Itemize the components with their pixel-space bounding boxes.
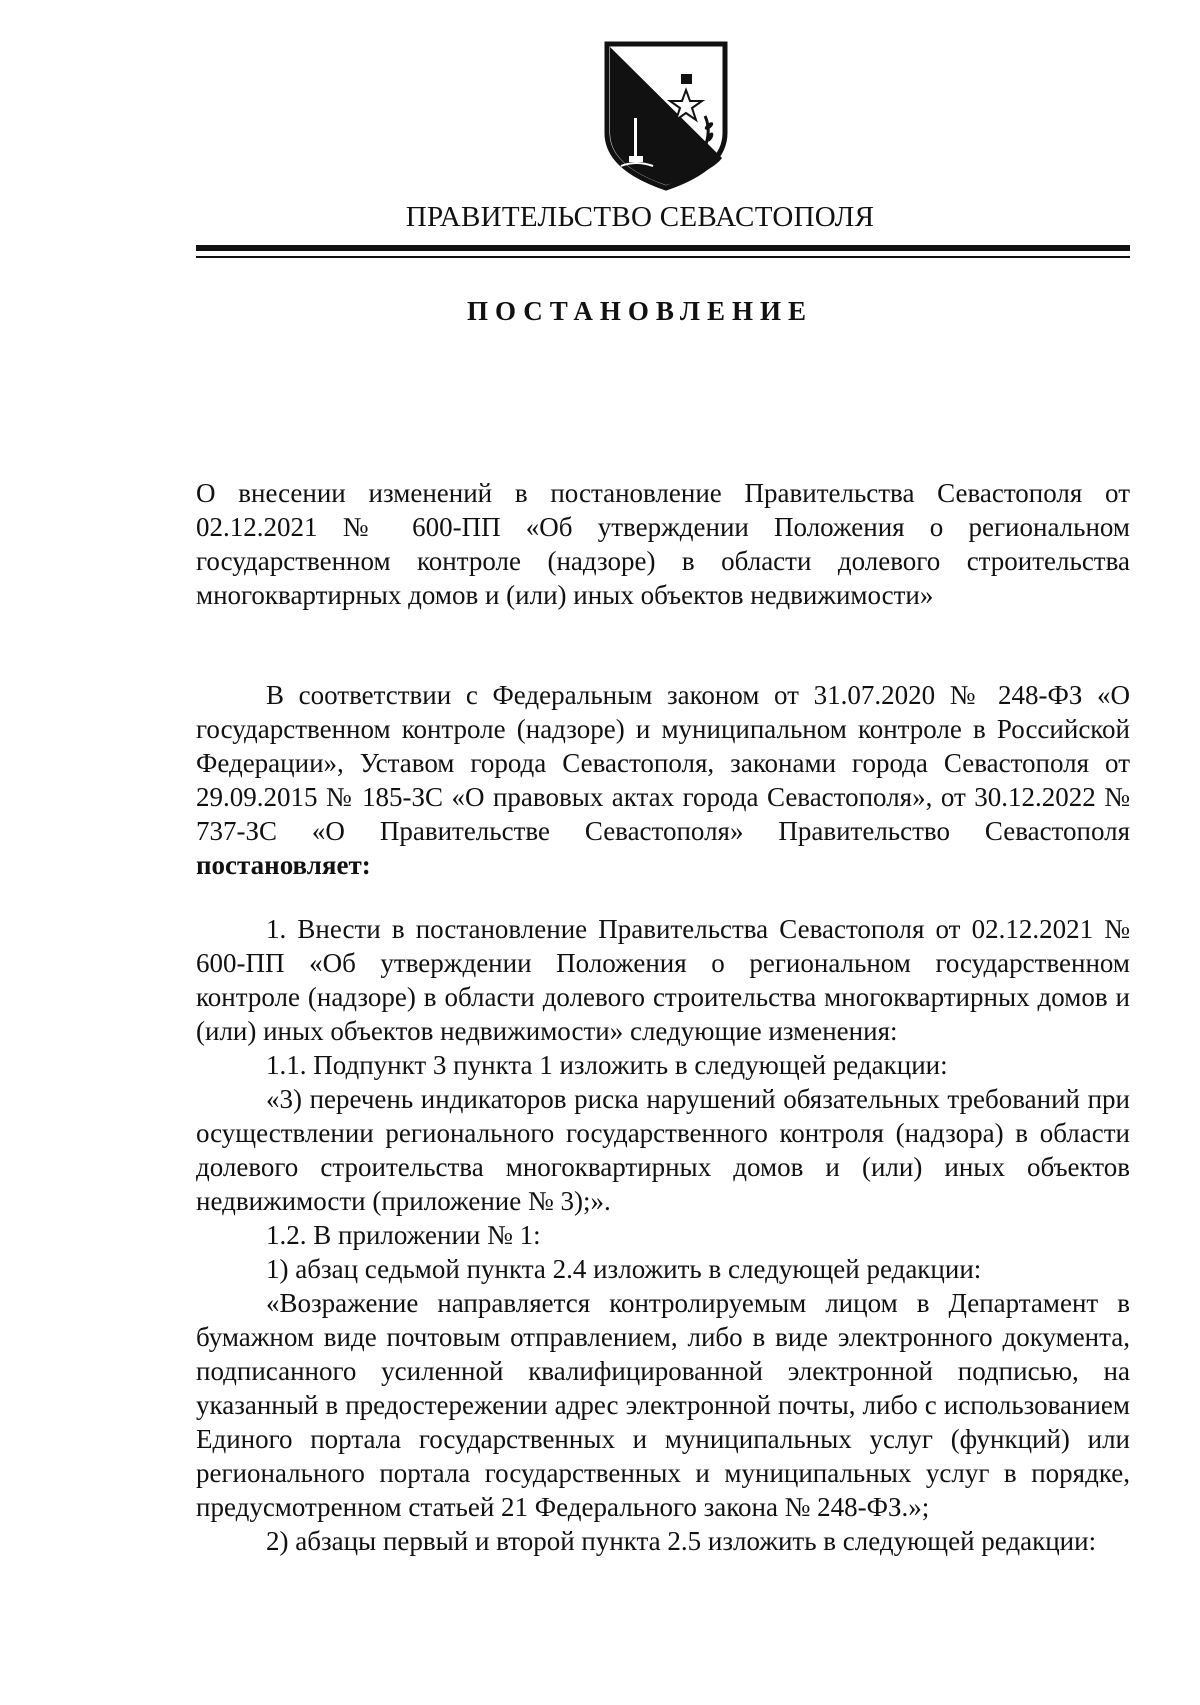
- document-type: ПОСТАНОВЛЕНИЕ: [466, 296, 814, 326]
- preamble: [196, 678, 1130, 882]
- item-paragraph: 1) абзац седьмой пункта 2.4 изложить в следующей редакции:: [266, 1254, 982, 1284]
- government-name: ПРАВИТЕЛЬСТВО СЕВАСТОПОЛЯ: [405, 201, 875, 233]
- subject-text: О внесении изменений в постановление Правительства Севастополя от 02.12.2021 № 600-ПП «Об утверждении Положения о региональном государственном контроле (надзоре) в области долевого строительства многоквартирных домов и (или) иных объектов недвижимости»: [196, 478, 1130, 610]
- document-items: [196, 912, 1130, 1558]
- header-rule-thick: [196, 245, 1130, 251]
- preamble-paragraph: [196, 678, 1130, 882]
- item-paragraph: «Возражение направляется контролируемым лицом в Департамент в бумажном виде почтовым отправлением, либо в виде электронного документа, подписанного усиленной квалифицированной электронной подписью, на указанный в предостережении адрес электронной почты, либо с использованием Единого портала государственных и муниципальных услуг (функций) или регионального портала государственных и муниципальных услуг в порядке, предусмотренном статьей 21 Федерального закона № 248-ФЗ.»;: [196, 1288, 1130, 1522]
- header-rule-thin: [196, 256, 1130, 258]
- item-paragraph: 1.2. В приложении № 1:: [266, 1220, 541, 1250]
- item-paragraph: 2) абзацы первый и второй пункта 2.5 изложить в следующей редакции:: [266, 1526, 1097, 1556]
- item-paragraph: «3) перечень индикаторов риска нарушений обязательных требований при осуществлении регионального государственного контроля (надзора) в области долевого строительства многоквартирных домов и (или) иных объектов недвижимости (приложение № 3);».: [196, 1084, 1130, 1216]
- item-paragraph: 1. Внести в постановление Правительства Севастополя от 02.12.2021 № 600-ПП «Об утверждении Положения о региональном государственном контроле (надзоре) в области долевого строительства многоквартирных домов и (или) иных объектов недвижимости» следующие изменения:: [196, 914, 1130, 1046]
- item-paragraph: 1.1. Подпункт 3 пункта 1 изложить в следующей редакции:: [266, 1050, 948, 1080]
- document-subject: [196, 476, 1130, 612]
- coat-of-arms-icon: [601, 38, 731, 193]
- preamble-emphasis: постановляет:: [196, 850, 371, 880]
- preamble-text: В соответствии с Федеральным законом от 31.07.2020 № 248-ФЗ «О государственном контроле (надзоре) и муниципальном контроле в Российской Федерации», Уставом города Севастополя, законами города Севастополя от 29.09.2015 № 185-ЗС «О правовых актах города Севастополя», от 30.12.2022 № 737-ЗС «О Правительстве Севастополя» Правительство Севастополя: [196, 680, 1130, 846]
